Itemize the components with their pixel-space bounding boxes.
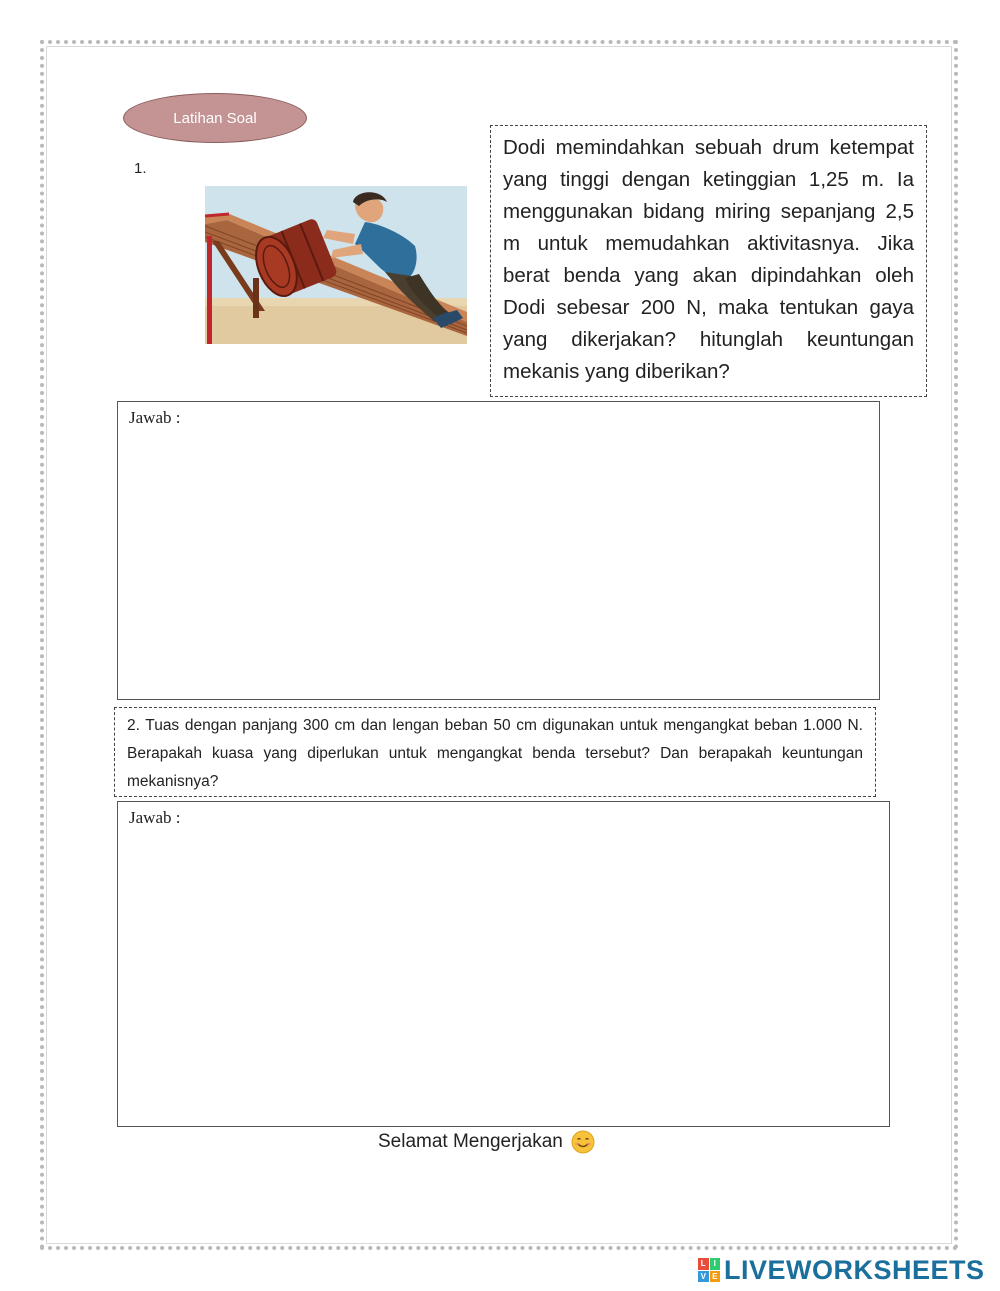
answer-2-box[interactable] [117,801,890,1127]
question-2-text: 2. Tuas dengan panjang 300 cm dan lengan beban 50 cm digunakan untuk mengangkat beban 1.000 N. Berapakah kuasa yang diperlukan untuk mengangkat benda tersebut? Dan berapakah keuntungan mekanisnya? [127,717,863,790]
question-2-text-box [114,707,876,797]
brand-name: LIVEWORKSHEETS [724,1254,985,1285]
drum-ramp-illustration [205,186,467,344]
smiling-face-icon [571,1130,595,1154]
answer-1-box[interactable] [117,401,880,700]
logo-letter-v: V [698,1271,709,1283]
logo-letter-e: E [710,1271,721,1283]
closing-message [378,1130,595,1154]
title-label: Latihan Soal [173,109,257,127]
title-badge [123,93,307,143]
closing-text: Selamat Mengerjakan [378,1131,563,1152]
question-1-text: Dodi memindahkan sebuah drum ketempat yang tinggi dengan ketinggian 1,25 m. Ia menggunakan bidang miring sepanjang 2,5 m untuk memudahkan aktivitasnya. Jika berat benda yang akan dipindahkan oleh Dodi sebesar 200 N, maka tentukan gaya yang dikerjakan? hitunglah keuntungan mekanis yang diberikan? [503,136,914,383]
answer-2-label: Jawab : [129,808,181,827]
answer-1-label: Jawab : [129,408,181,427]
question-1-text-box [490,125,927,397]
logo-letter-l: L [698,1258,709,1270]
question-1-number: 1. [134,160,147,177]
liveworksheets-brand [698,1255,985,1285]
man-pushing-drum-icon [205,186,467,344]
logo-letter-i: I [710,1258,721,1270]
liveworksheets-logo-icon [698,1258,720,1282]
